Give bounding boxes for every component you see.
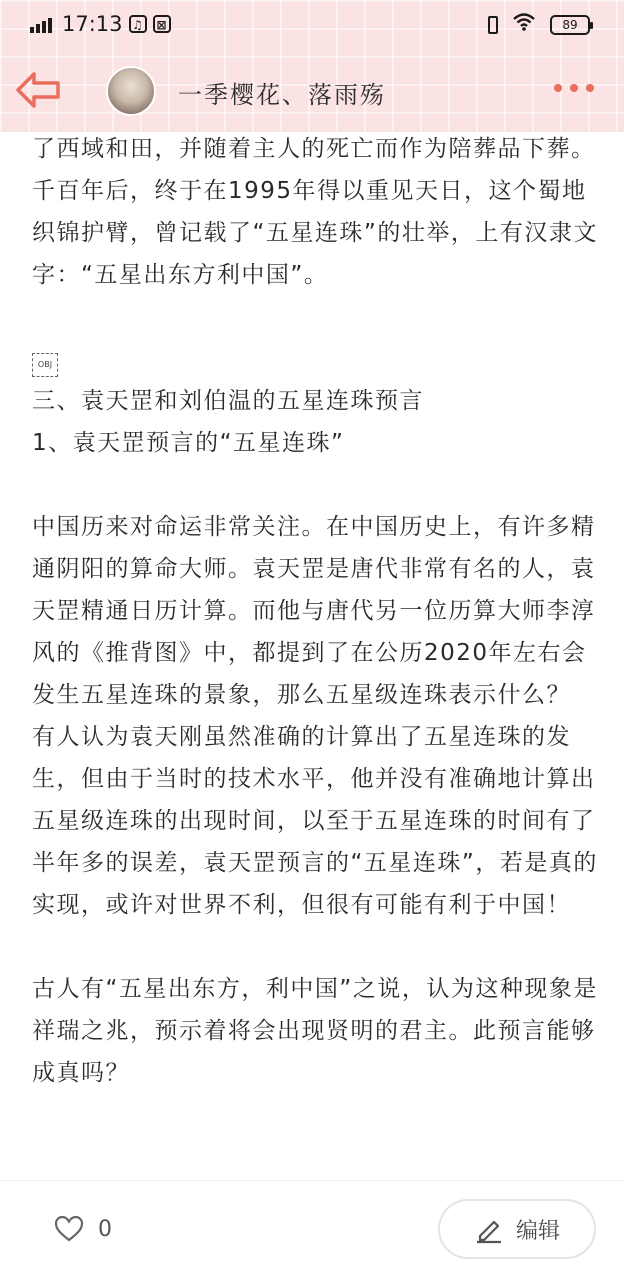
back-button[interactable] [14, 68, 64, 112]
section-heading: 三、袁天罡和刘伯温的五星连珠预言 [32, 388, 424, 414]
status-bar [0, 0, 624, 50]
status-right [488, 12, 590, 37]
like-button[interactable] [54, 1215, 112, 1243]
more-button[interactable] [554, 84, 594, 92]
blank-line [32, 464, 598, 506]
pencil-icon [474, 1214, 504, 1244]
bottom-bar [0, 1180, 624, 1281]
paragraph: 中国历来对命运非常关注。在中国历史上，有许多精通阴阳的算命大师。袁天罡是唐代非常有名的人，袁天罡精通日历计算。而他与唐代另一位历算大师李淳风的《推背图》中，都提到了在公历2020年左右会发生五星连珠的景象，那么五星级连珠表示什么？ [32, 514, 596, 708]
notification-app-icon: ⊠ [153, 15, 171, 33]
paragraph: 有人认为袁天刚虽然准确的计算出了五星连珠的发生，但由于当时的技术水平，他并没有准确地计算出五星级连珠的出现时间，以至于五星连珠的时间有了半年多的误差，袁天罡预言的“五星连珠”，若是真的实现，或许对世界不利，但很有可能有利于中国！ [32, 724, 598, 918]
more-dot [570, 84, 578, 92]
paragraph: 了西域和田，并随着主人的死亡而作为陪葬品下葬。千百年后，终于在1995年得以重见天日，这个蜀地织锦护臂，曾记载了“五星连珠”的壮举，上有汉隶文字：“五星出东方利中国”。 [32, 136, 598, 288]
status-time: 17:13 [62, 12, 123, 36]
avatar[interactable] [106, 66, 156, 116]
note-content [32, 128, 598, 1178]
wifi-icon [512, 12, 536, 37]
sub-heading: 1、袁天罡预言的“五星连珠” [32, 430, 345, 456]
top-background [0, 0, 624, 132]
back-arrow-icon [14, 68, 64, 112]
app-header [0, 58, 624, 124]
battery-icon: 89 [550, 15, 590, 35]
edit-label: 编辑 [515, 1218, 560, 1244]
music-app-icon: ♫ [129, 15, 147, 33]
more-dots-icon [554, 84, 562, 92]
signal-icon [30, 15, 52, 33]
vibrate-icon [488, 16, 498, 34]
status-left [30, 12, 171, 36]
blank-line [32, 296, 598, 338]
object-placeholder [32, 338, 598, 380]
edit-button[interactable] [438, 1199, 596, 1259]
more-dot [586, 84, 594, 92]
like-count: 0 [98, 1216, 112, 1242]
paragraph: 古人有“五星出东方，利中国”之说，认为这种现象是祥瑞之兆，预示着将会出现贤明的君主。此预言能够成真吗？ [32, 976, 598, 1086]
heart-icon [54, 1215, 84, 1243]
page-title: 一季樱花、落雨殇 [178, 81, 386, 109]
blank-line [32, 926, 598, 968]
obj-icon: OBJ [32, 353, 58, 377]
